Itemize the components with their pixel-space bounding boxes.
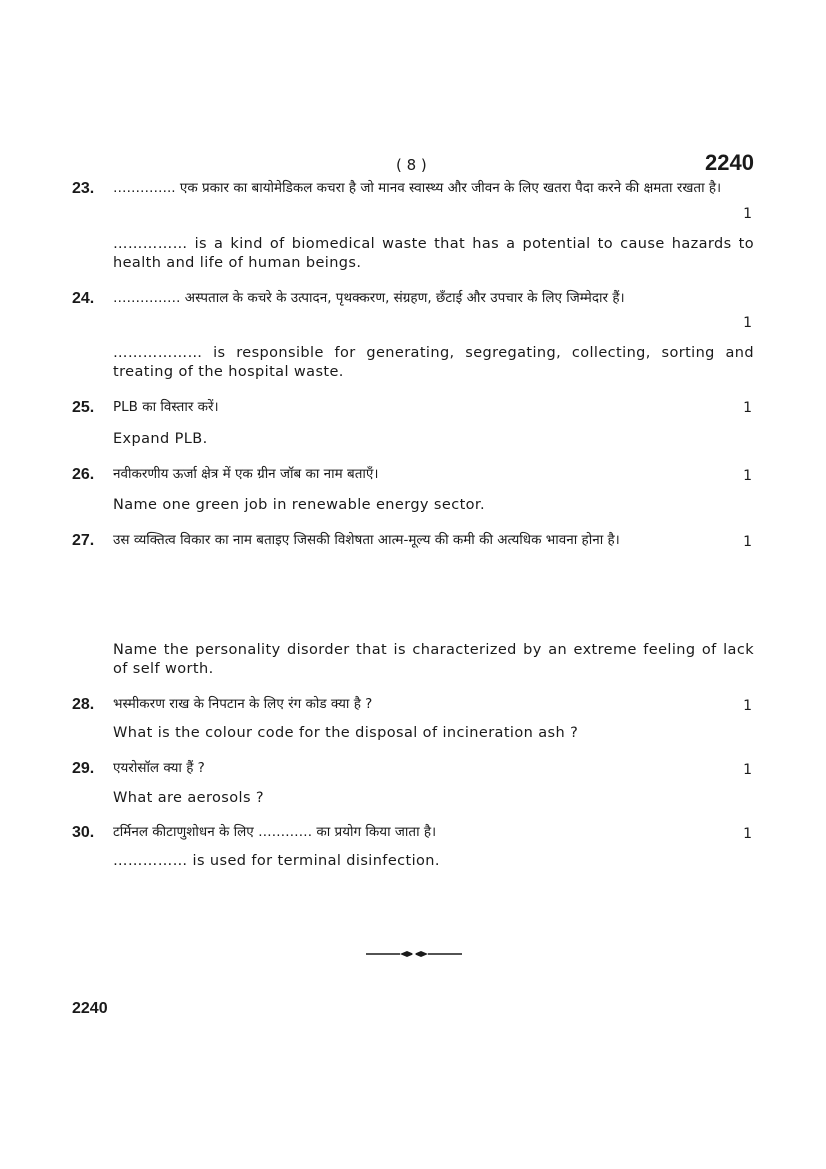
page-number: ( 8 ) [396,156,427,174]
question-hindi: …………… अस्पताल के कचरे के उत्पादन, पृथक्करण, संग्रहण, छँटाई और उपचार के लिए जिम्मेदार हैं। [113,290,625,306]
question-marks: 1 [743,698,752,714]
question-english: …………… is used for terminal disinfection. [113,853,440,869]
question-number: 24. [72,290,95,307]
question-hindi: उस व्यक्तित्व विकार का नाम बताइए जिसकी विशेषता आत्म-मूल्य की कमी की अत्यधिक भावना होना है। [113,532,620,548]
question-marks: 1 [743,315,752,331]
question-marks: 1 [743,206,752,222]
end-ornament [366,948,462,960]
question-hindi: भस्मीकरण राख के निपटान के लिए रंग कोड क्या है ? [113,696,373,712]
question-number: 23. [72,180,95,197]
question-hindi: PLB का विस्तार करें। [113,399,219,415]
question-english: Name the personality disorder that is characterized by an extreme feeling of lack of self worth. [113,642,754,677]
question-number: 27. [72,532,95,549]
question-hindi: टर्मिनल कीटाणुशोधन के लिए ………… का प्रयोग किया जाता है। [113,824,437,840]
question-english: Expand PLB. [113,431,208,447]
question-number: 26. [72,466,95,483]
question-english: …………… is a kind of biomedical waste that has a potential to cause hazards to health and life of human beings. [113,236,754,271]
question-marks: 1 [743,400,752,416]
question-number: 28. [72,696,95,713]
question-marks: 1 [743,762,752,778]
question-marks: 1 [743,468,752,484]
question-marks: 1 [743,534,752,550]
question-english: ……………… is responsible for generating, segregating, collecting, sorting and treating of the hospital waste. [113,345,754,380]
question-number: 25. [72,399,95,416]
question-hindi: ………….. एक प्रकार का बायोमेडिकल कचरा है जो मानव स्वास्थ्य और जीवन के लिए खतरा पैदा करने की क्षमता रखता है। [113,180,722,196]
question-hindi: एयरोसॉल क्या हैं ? [113,760,205,776]
paper-code-header: 2240 [705,150,754,175]
question-english: What are aerosols ? [113,790,264,806]
question-number: 30. [72,824,95,841]
question-hindi: नवीकरणीय ऊर्जा क्षेत्र में एक ग्रीन जॉब का नाम बताएँ। [113,466,379,482]
question-number: 29. [72,760,95,777]
question-english: Name one green job in renewable energy sector. [113,497,485,513]
question-marks: 1 [743,826,752,842]
question-english: What is the colour code for the disposal of incineration ash ? [113,725,579,741]
paper-code-footer: 2240 [72,1000,108,1017]
